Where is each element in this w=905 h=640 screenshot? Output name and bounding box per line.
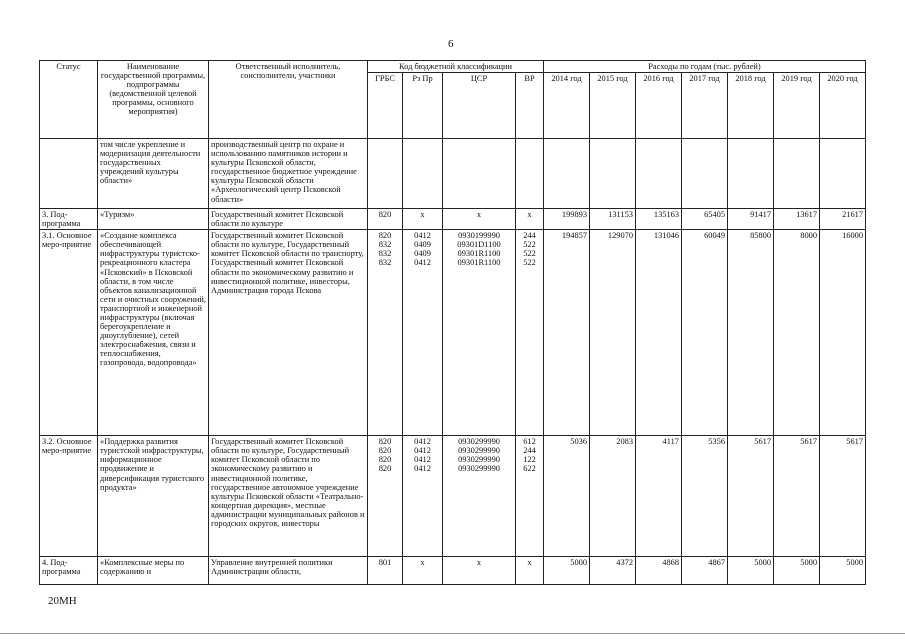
row-grbs-value: 820 — [378, 437, 392, 447]
row-csr-value: 0930299990 — [458, 464, 500, 474]
row-vr-value: 122 — [523, 455, 536, 465]
row-grbs-value: 832 — [378, 249, 392, 259]
row-csr — [443, 209, 516, 230]
page-number: 6 — [448, 38, 454, 50]
row-vr — [516, 436, 544, 557]
row-status — [40, 139, 98, 209]
row-csr-value: 0930199990 — [458, 231, 500, 241]
row-grbs-value: 801 — [378, 558, 392, 568]
row-rzpr — [403, 436, 443, 557]
row-year-value: 5617 — [728, 436, 774, 557]
row-csr-value: x — [476, 210, 482, 220]
row-status: 4. Под-программа — [40, 557, 98, 585]
row-year-value — [590, 139, 636, 209]
row-year-value — [682, 139, 728, 209]
row-vr-value: 622 — [523, 464, 536, 474]
row-rzpr-value: 0412 — [414, 446, 431, 456]
row-name: «Создание комплекса обеспечивающей инфраструктуры туристско-рекреационного кластера «Псковский» в Псковской области, в том числе объектов канализационной сети и очистных сооружений, транспортной и инженерной инфраструктуры (включая берегоукрепление и дноуглубление), сетей электроснабжения, связи и теплоснабжения, газопровода, водопровода» — [98, 230, 209, 436]
row-grbs-value: 820 — [378, 455, 392, 465]
row-year-value: 5000 — [728, 557, 774, 585]
row-year-value: 5617 — [820, 436, 866, 557]
row-grbs — [368, 436, 403, 557]
row-vr-value: 244 — [523, 446, 536, 456]
row-year-value: 131153 — [590, 209, 636, 230]
row-year-value: 194857 — [544, 230, 590, 436]
row-grbs-value: 832 — [378, 240, 392, 250]
row-rzpr — [403, 557, 443, 585]
row-csr-value: 0930299990 — [458, 446, 500, 456]
table-row — [40, 139, 866, 209]
row-year-value — [820, 139, 866, 209]
row-grbs-value: 820 — [378, 446, 392, 456]
row-rzpr-value: x — [420, 210, 425, 220]
row-grbs-value: 832 — [378, 258, 392, 268]
row-vr-value: 522 — [523, 258, 536, 268]
row-vr-value: x — [527, 210, 532, 220]
table-row — [40, 230, 866, 436]
row-year-value: 5617 — [774, 436, 820, 557]
row-year-value — [636, 139, 682, 209]
row-name: том числе укрепление и модернизация деятельности государственных учреждений культуры области» — [98, 139, 209, 209]
row-vr-value: 522 — [523, 249, 536, 259]
header-year: 2016 год — [636, 73, 682, 139]
table-row — [40, 209, 866, 230]
row-executor: Государственный комитет Псковской области по культуре — [209, 209, 368, 230]
row-year-value: 8000 — [774, 230, 820, 436]
row-year-value: 85800 — [728, 230, 774, 436]
row-name: «Туризм» — [98, 209, 209, 230]
row-grbs — [368, 209, 403, 230]
table-row — [40, 436, 866, 557]
row-csr — [443, 230, 516, 436]
row-grbs — [368, 557, 403, 585]
row-grbs — [368, 230, 403, 436]
row-executor: производственный центр по охране и использованию памятников истории и культуры Псковской области, государственное бюджетное учреждение культуры Псковской области «Археологический центр Псковской области» — [209, 139, 368, 209]
row-rzpr-value: 0412 — [414, 258, 431, 268]
header-executor: Ответственный исполнитель, соисполнители, участники — [209, 61, 368, 139]
row-vr-value: 612 — [523, 437, 536, 447]
header-expenses: Расходы по годам (тыс. рублей) — [544, 61, 866, 73]
row-grbs — [368, 139, 403, 209]
document-code: 20МН — [48, 595, 77, 607]
row-status: 3.2. Основное меро-приятие — [40, 436, 98, 557]
table-row — [40, 557, 866, 585]
row-csr — [443, 139, 516, 209]
row-year-value: 4372 — [590, 557, 636, 585]
row-status: 3.1. Основное меро-приятие — [40, 230, 98, 436]
header-year: 2018 год — [728, 73, 774, 139]
header-csr: ЦСР — [443, 73, 516, 139]
row-year-value: 5000 — [774, 557, 820, 585]
row-name: «Комплексные меры по содержанию и — [98, 557, 209, 585]
row-year-value: 60049 — [682, 230, 728, 436]
row-csr-value: 09301R1100 — [457, 249, 501, 259]
header-year: 2020 год — [820, 73, 866, 139]
row-year-value: 131046 — [636, 230, 682, 436]
row-name: «Поддержка развития туристской инфраструктуры, информационное продвижение и диверсификация туристского продукта» — [98, 436, 209, 557]
row-year-value: 13617 — [774, 209, 820, 230]
budget-table — [39, 60, 866, 585]
scan-edge-line — [0, 633, 905, 634]
row-year-value: 4868 — [636, 557, 682, 585]
header-year: 2017 год — [682, 73, 728, 139]
row-rzpr-value: 0412 — [414, 231, 431, 241]
row-status: 3. Под-программа — [40, 209, 98, 230]
row-year-value: 129070 — [590, 230, 636, 436]
row-year-value: 5356 — [682, 436, 728, 557]
header-year: 2014 год — [544, 73, 590, 139]
row-vr — [516, 209, 544, 230]
header-status: Статус — [40, 61, 98, 139]
header-name: Наименование государственной программы, подпрограммы (ведомственной целевой программы, основного мероприятия) — [98, 61, 209, 139]
row-year-value: 21617 — [820, 209, 866, 230]
row-csr-value: 0930299990 — [458, 437, 500, 447]
row-year-value — [774, 139, 820, 209]
row-rzpr-value: 0412 — [414, 464, 431, 474]
row-year-value: 16000 — [820, 230, 866, 436]
header-year: 2015 год — [590, 73, 636, 139]
header-rzpr: Рз Пр — [403, 73, 443, 139]
row-rzpr-value: 0409 — [414, 249, 431, 259]
row-year-value: 2083 — [590, 436, 636, 557]
row-vr — [516, 557, 544, 585]
row-rzpr-value: 0412 — [414, 437, 431, 447]
row-year-value: 199893 — [544, 209, 590, 230]
row-rzpr — [403, 139, 443, 209]
row-vr — [516, 230, 544, 436]
row-year-value: 4867 — [682, 557, 728, 585]
row-rzpr-value: 0409 — [414, 240, 431, 250]
row-csr — [443, 436, 516, 557]
row-executor: Государственный комитет Псковской области по культуре, Государственный комитет Псковской области по транспорту, Государственный комитет Псковской области по экономическому развитию и инвестиционной политике, инвесторы, Администрация города Пскова — [209, 230, 368, 436]
row-vr — [516, 139, 544, 209]
header-grbs: ГРБС — [368, 73, 403, 139]
row-year-value: 5000 — [820, 557, 866, 585]
row-year-value: 135163 — [636, 209, 682, 230]
header-budget-code: Код бюджетной классификации — [368, 61, 544, 73]
row-csr-value: 0930299990 — [458, 455, 500, 465]
row-rzpr — [403, 209, 443, 230]
header-vr: ВР — [516, 73, 544, 139]
row-vr-value: 522 — [523, 240, 536, 250]
row-year-value: 5036 — [544, 436, 590, 557]
row-year-value: 91417 — [728, 209, 774, 230]
row-rzpr — [403, 230, 443, 436]
row-csr-value: 09301D1100 — [457, 240, 501, 250]
row-rzpr-value: 0412 — [414, 455, 431, 465]
row-vr-value: x — [527, 558, 532, 568]
row-csr — [443, 557, 516, 585]
row-grbs-value: 820 — [378, 210, 392, 220]
row-year-value — [544, 139, 590, 209]
row-year-value — [728, 139, 774, 209]
row-grbs-value: 820 — [378, 464, 392, 474]
row-executor: Управление внутренней политики Администрации области, — [209, 557, 368, 585]
row-csr-value: 09301R1100 — [457, 258, 501, 268]
row-year-value: 5000 — [544, 557, 590, 585]
row-executor: Государственный комитет Псковской области по культуре, Государственный комитет Псковской области по экономическому развитию и инвестиционной политике, государственное автономное учреждение культуры Псковской области «Театрально-концертная дирекция», местные администрации муниципальных районов и городских округов, инвесторы — [209, 436, 368, 557]
row-year-value: 4117 — [636, 436, 682, 557]
header-year: 2019 год — [774, 73, 820, 139]
row-vr-value: 244 — [523, 231, 536, 241]
row-rzpr-value: x — [420, 558, 425, 568]
row-year-value: 65405 — [682, 209, 728, 230]
row-grbs-value: 820 — [378, 231, 392, 241]
row-csr-value: x — [476, 558, 482, 568]
